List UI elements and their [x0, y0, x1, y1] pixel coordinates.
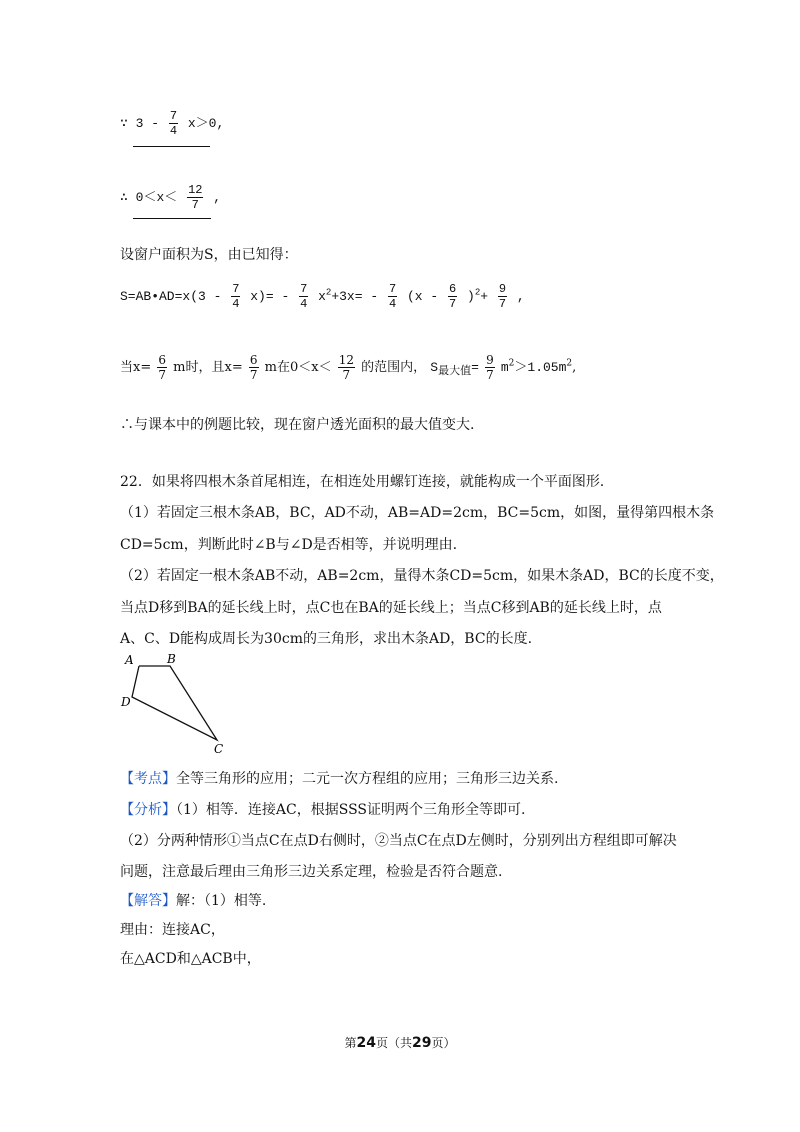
expr-part: x＞0, — [187, 115, 225, 131]
fenxi-text: （1）相等．连接AC，根据SSS证明两个三角形全等即可. — [176, 802, 526, 818]
denominator: 7 — [448, 297, 457, 311]
fraction — [498, 283, 507, 310]
label-c: C — [214, 742, 224, 756]
expr-part: 3 - — [135, 115, 160, 131]
kaodian-line — [120, 768, 558, 788]
fraction — [448, 283, 457, 310]
fraction — [485, 354, 495, 381]
fenxi-line-2: （2）分两种情形①当点C在点D右侧时，②当点C在点D左侧时，分别列出方程组即可解决 — [120, 833, 677, 849]
numerator: 9 — [486, 353, 494, 367]
label-a: A — [125, 653, 134, 667]
subscript: 最大值 — [438, 364, 472, 377]
expr-part: x — [318, 288, 326, 304]
expr-part: (x - — [406, 288, 439, 304]
fraction — [231, 283, 240, 310]
math-line-4 — [120, 283, 525, 310]
reason-line: 理由：连接AC， — [120, 922, 225, 938]
problem-text: A、C、D能构成周长为30cm的三角形，求出木条AD，BC的长度. — [120, 631, 533, 647]
math-line-5 — [120, 354, 576, 381]
numerator: 6 — [448, 282, 457, 296]
exponent: 2 — [474, 287, 481, 298]
expr-part: m在0＜x＜ — [264, 360, 332, 375]
numerator: 7 — [169, 109, 178, 123]
numerator: 9 — [498, 282, 507, 296]
expr-part: 当x= — [120, 360, 152, 375]
denominator: 7 — [486, 368, 494, 382]
problem-text: CD=5cm，判断此时∠B与∠D是否相等，并说明理由. — [120, 537, 458, 553]
fraction — [187, 184, 203, 211]
because-symbol: ∵ — [120, 115, 128, 131]
kaodian-text: 全等三角形的应用；二元一次方程组的应用；三角形三边关系. — [176, 771, 559, 787]
expr-part: , — [572, 360, 577, 375]
page-footer — [0, 1034, 800, 1051]
exponent: 2 — [566, 358, 573, 369]
fenxi-label: 【分析】 — [120, 802, 176, 818]
kaodian-label: 【考点】 — [120, 771, 176, 787]
quadrilateral-figure — [115, 648, 235, 760]
math-line-2 — [120, 184, 221, 211]
underline — [133, 218, 211, 219]
fraction — [338, 354, 355, 381]
jieda-text: 解：（1）相等. — [176, 893, 267, 909]
quadrilateral-outline — [132, 666, 217, 740]
fraction — [388, 283, 397, 310]
numerator: 6 — [249, 353, 258, 367]
fraction — [169, 110, 178, 137]
denominator: 4 — [388, 297, 397, 311]
footer-text: 页（共 — [375, 1036, 412, 1050]
denominator: 7 — [498, 297, 507, 311]
denominator: 4 — [300, 297, 308, 311]
expr-part: ) — [467, 288, 475, 304]
total-pages: 29 — [412, 1035, 432, 1051]
problem-text: （2）若固定一根木条AB不动，AB=2cm，量得木条CD=5cm，如果木条AD，BC的长度不变， — [120, 568, 724, 584]
expr-part: m — [500, 360, 509, 375]
triangle-line: 在△ACD和△ACB中， — [120, 951, 261, 967]
text-line: ∴与课本中的例题比较，现在窗户透光面积的最大值变大. — [120, 417, 475, 433]
fraction — [299, 283, 308, 310]
denominator: 7 — [249, 368, 258, 382]
numerator: 7 — [232, 282, 240, 296]
expr-part: + — [480, 288, 489, 304]
expr-part: , — [516, 288, 525, 304]
expr-part: 的范围内， — [361, 360, 427, 375]
label-d: D — [121, 695, 131, 709]
page-number: 24 — [356, 1035, 376, 1051]
problem-text: 当点D移到BA的延长线上时，点C也在BA的延长线上；当点C移到AB的延长线上时，点 — [120, 600, 662, 616]
expr-part: S — [430, 360, 439, 375]
expr-part: ＞1.05m — [514, 360, 567, 375]
denominator: 7 — [158, 368, 167, 382]
fenxi-line-3: 问题，注意最后理由三角形三边关系定理，检验是否符合题意. — [120, 864, 503, 880]
problem-title: 22．如果将四根木条首尾相连，在相连处用螺钉连接，就能构成一个平面图形. — [120, 474, 605, 490]
exponent: 2 — [325, 287, 332, 298]
label-b: B — [167, 652, 176, 666]
fraction — [249, 354, 259, 381]
denominator: 7 — [191, 198, 199, 212]
problem-text: （1）若固定三根木条AB，BC，AD不动，AB=AD=2cm，BC=5cm，如图，量得第四根木条 — [120, 505, 715, 521]
expr-part: 0＜x＜ — [135, 189, 178, 205]
exponent: 2 — [508, 358, 515, 369]
footer-text: 页） — [431, 1036, 456, 1050]
expr-part: , — [213, 189, 222, 205]
numerator: 6 — [158, 353, 167, 367]
numerator: 7 — [300, 282, 308, 296]
math-line-1 — [120, 110, 224, 137]
jieda-label: 【解答】 — [120, 893, 176, 909]
text-line: 设窗户面积为S，由已知得： — [120, 247, 298, 263]
denominator: 4 — [232, 297, 240, 311]
numerator: 12 — [188, 183, 203, 197]
fenxi-line — [120, 799, 525, 819]
underline — [133, 146, 210, 147]
therefore-symbol: ∴ — [120, 189, 128, 205]
expr-part: S=AB•AD=x(3 - — [120, 288, 222, 304]
numerator: 12 — [338, 353, 354, 367]
numerator: 7 — [388, 282, 397, 296]
expr-part: = — [471, 360, 479, 375]
expr-part: x)= - — [250, 288, 290, 304]
denominator: 4 — [169, 124, 178, 138]
jieda-line — [120, 890, 266, 910]
expr-part: +3x= - — [331, 288, 379, 304]
fraction — [157, 354, 167, 381]
expr-part: m时，且x= — [173, 360, 243, 375]
footer-text: 第 — [344, 1036, 357, 1050]
denominator: 7 — [342, 368, 351, 382]
